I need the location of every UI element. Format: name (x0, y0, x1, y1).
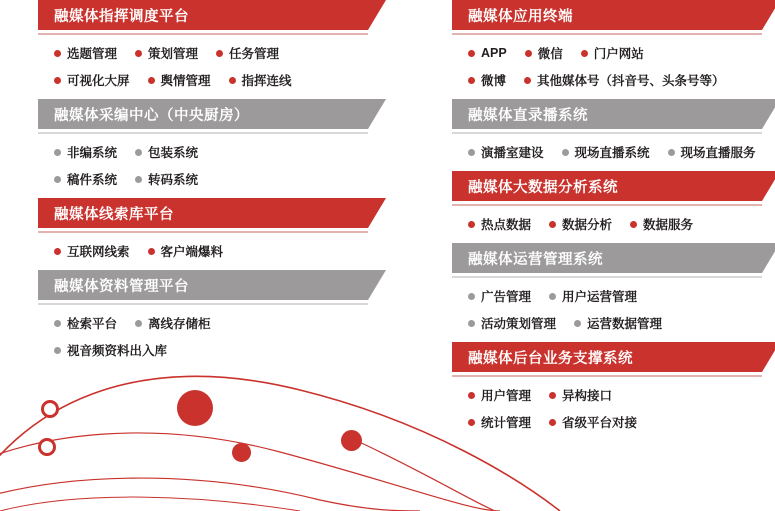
panel-right-3 (452, 243, 762, 336)
list-item[interactable] (148, 242, 224, 260)
list-item-label: 门户网站 (593, 47, 644, 61)
list-item-label: 选题管理 (67, 47, 118, 61)
list-item-label: 任务管理 (229, 47, 280, 61)
bullet-dot-icon (135, 149, 142, 156)
panel-right-1 (452, 99, 762, 165)
panel-header[interactable] (452, 171, 762, 201)
list-item[interactable] (468, 215, 531, 233)
list-item-label: 转码系统 (148, 173, 199, 187)
list-item[interactable] (135, 44, 198, 62)
list-item[interactable] (229, 71, 292, 89)
list-item[interactable] (549, 215, 612, 233)
list-item[interactable] (468, 143, 544, 161)
list-item-label: 非编系统 (67, 146, 118, 160)
bullet-dot-icon (549, 419, 556, 426)
bullet-dot-icon (468, 320, 475, 327)
left-column (38, 0, 368, 369)
panel-title: 融媒体指挥调度平台 (54, 8, 189, 25)
list-item[interactable] (668, 143, 756, 161)
banner-arrow-icon (762, 99, 775, 129)
panel-title: 融媒体运营管理系统 (468, 251, 603, 268)
bullet-dot-icon (148, 248, 155, 255)
banner-arrow-icon (762, 342, 775, 372)
list-item-label: 离线存储柜 (148, 317, 211, 331)
list-item[interactable] (54, 341, 167, 359)
node-large-solid (177, 390, 213, 426)
list-item[interactable] (468, 46, 507, 60)
panel-title: 融媒体资料管理平台 (54, 278, 189, 295)
list-item-label: 包装系统 (148, 146, 199, 160)
panel-items (452, 206, 762, 237)
item-row (468, 413, 762, 431)
bullet-dot-icon (468, 77, 475, 84)
panel-items (38, 233, 368, 264)
panel-items (452, 377, 762, 435)
panel-title: 融媒体应用终端 (468, 8, 573, 25)
list-item-label: 微博 (481, 74, 507, 88)
item-row (54, 314, 368, 332)
list-item-label: 稿件系统 (67, 173, 118, 187)
panel-header[interactable] (452, 243, 762, 273)
list-item-label: 广告管理 (481, 290, 532, 304)
list-item[interactable] (581, 44, 644, 62)
list-item-label: 指挥连线 (241, 74, 292, 88)
panel-title: 融媒体后台业务支撑系统 (468, 350, 633, 367)
panel-left-2 (38, 198, 368, 264)
list-item[interactable] (562, 143, 650, 161)
list-item[interactable] (54, 71, 130, 89)
list-item-label: 其他媒体号（抖音号、头条号等） (537, 74, 725, 88)
bullet-dot-icon (54, 50, 61, 57)
panel-items (38, 305, 368, 363)
panel-items (452, 278, 762, 336)
bullet-dot-icon (216, 50, 223, 57)
list-item-label: 现场直播系统 (574, 146, 650, 160)
list-item-label: 用户管理 (481, 389, 532, 403)
item-row (468, 44, 762, 62)
panel-items (452, 35, 762, 93)
bullet-dot-icon (468, 419, 475, 426)
list-item-label: 策划管理 (148, 47, 199, 61)
panel-items (38, 35, 368, 93)
item-row (468, 71, 762, 89)
bullet-dot-icon (574, 320, 581, 327)
list-item-label: 异构接口 (562, 389, 613, 403)
panel-left-3 (38, 270, 368, 363)
list-item[interactable] (574, 314, 662, 332)
list-item[interactable] (525, 44, 563, 62)
list-item[interactable] (468, 314, 556, 332)
bullet-dot-icon (668, 149, 675, 156)
list-item-label: 数据服务 (643, 218, 694, 232)
list-item[interactable] (468, 413, 531, 431)
panel-header[interactable] (38, 0, 368, 30)
item-row (54, 341, 368, 359)
panel-title: 融媒体直录播系统 (468, 107, 588, 124)
list-item[interactable] (135, 314, 211, 332)
list-item-label: 舆情管理 (160, 74, 211, 88)
bullet-dot-icon (54, 248, 61, 255)
item-row (468, 215, 762, 233)
list-item[interactable] (148, 71, 211, 89)
panel-header[interactable] (452, 99, 762, 129)
banner-arrow-icon (368, 0, 386, 30)
node-small-solid-right (341, 430, 362, 451)
panel-title: 融媒体采编中心（中央厨房） (54, 107, 249, 124)
bullet-dot-icon (54, 347, 61, 354)
bullet-dot-icon (630, 221, 637, 228)
list-item-label: 活动策划管理 (481, 317, 557, 331)
item-row (468, 287, 762, 305)
list-item[interactable] (549, 287, 637, 305)
item-row (54, 242, 368, 260)
list-item[interactable] (468, 287, 531, 305)
panel-title: 融媒体大数据分析系统 (468, 179, 618, 196)
list-item-label: 客户端爆料 (160, 245, 224, 259)
bullet-dot-icon (54, 176, 61, 183)
item-row (468, 143, 762, 161)
list-item[interactable] (549, 413, 637, 431)
banner-arrow-icon (368, 198, 386, 228)
list-item[interactable] (630, 215, 693, 233)
list-item-label: 数据分析 (562, 218, 613, 232)
bullet-dot-icon (468, 293, 475, 300)
panel-right-2 (452, 171, 762, 237)
item-row (54, 170, 368, 188)
bullet-dot-icon (229, 77, 236, 84)
list-item-label: 现场直播服务 (680, 146, 756, 160)
list-item[interactable] (216, 44, 279, 62)
bullet-dot-icon (549, 221, 556, 228)
bullet-dot-icon (562, 149, 569, 156)
panel-left-1 (38, 99, 368, 192)
bullet-dot-icon (468, 221, 475, 228)
node-small-hollow-top (41, 400, 59, 418)
banner-arrow-icon (762, 243, 775, 273)
list-item[interactable] (468, 386, 531, 404)
banner-arrow-icon (368, 270, 386, 300)
list-item-label: 热点数据 (481, 218, 532, 232)
item-row (54, 71, 368, 89)
bullet-dot-icon (525, 50, 532, 57)
bullet-dot-icon (135, 50, 142, 57)
panel-items (38, 134, 368, 192)
item-row (468, 386, 762, 404)
list-item[interactable] (135, 170, 198, 188)
item-row (54, 143, 368, 161)
bullet-dot-icon (549, 392, 556, 399)
panel-header[interactable] (452, 0, 762, 30)
list-item[interactable] (54, 44, 117, 62)
list-item-label: 省级平台对接 (562, 416, 638, 430)
bullet-dot-icon (135, 176, 142, 183)
list-item-label: 检索平台 (67, 317, 118, 331)
list-item-label: APP (481, 46, 507, 60)
bullet-dot-icon (468, 392, 475, 399)
list-item[interactable] (549, 386, 612, 404)
list-item-label: 演播室建设 (481, 146, 544, 160)
bullet-dot-icon (135, 320, 142, 327)
panel-right-0 (452, 0, 762, 93)
panel-header[interactable] (38, 270, 368, 300)
banner-arrow-icon (762, 0, 775, 30)
banner-arrow-icon (368, 99, 386, 129)
panel-header[interactable] (452, 342, 762, 372)
bullet-dot-icon (524, 77, 531, 84)
node-small-solid-mid (232, 443, 251, 462)
list-item-label: 互联网线索 (67, 245, 130, 259)
list-item-label: 运营数据管理 (587, 317, 663, 331)
banner-arrow-icon (762, 171, 775, 201)
bullet-dot-icon (549, 293, 556, 300)
list-item[interactable] (54, 143, 117, 161)
panel-items (452, 134, 762, 165)
list-item[interactable] (54, 314, 117, 332)
panel-header[interactable] (38, 99, 368, 129)
item-row (468, 314, 762, 332)
bullet-dot-icon (54, 149, 61, 156)
node-small-hollow-left (38, 438, 56, 456)
list-item-label: 统计管理 (481, 416, 532, 430)
bullet-dot-icon (581, 50, 588, 57)
list-item-label: 用户运营管理 (562, 290, 638, 304)
bullet-dot-icon (468, 50, 475, 57)
list-item[interactable] (524, 71, 725, 89)
bullet-dot-icon (54, 320, 61, 327)
list-item[interactable] (54, 170, 117, 188)
panel-right-4 (452, 342, 762, 435)
list-item[interactable] (468, 71, 506, 89)
list-item-label: 可视化大屏 (67, 74, 130, 88)
panel-left-0 (38, 0, 368, 93)
right-column (452, 0, 762, 441)
list-item-label: 微信 (537, 47, 563, 61)
item-row (54, 44, 368, 62)
list-item[interactable] (135, 143, 198, 161)
panel-title: 融媒体线索库平台 (54, 206, 174, 223)
list-item[interactable] (54, 242, 130, 260)
bullet-dot-icon (148, 77, 155, 84)
list-item-label: 视音频资料出入库 (67, 344, 168, 358)
bullet-dot-icon (468, 149, 475, 156)
panel-header[interactable] (38, 198, 368, 228)
bullet-dot-icon (54, 77, 61, 84)
